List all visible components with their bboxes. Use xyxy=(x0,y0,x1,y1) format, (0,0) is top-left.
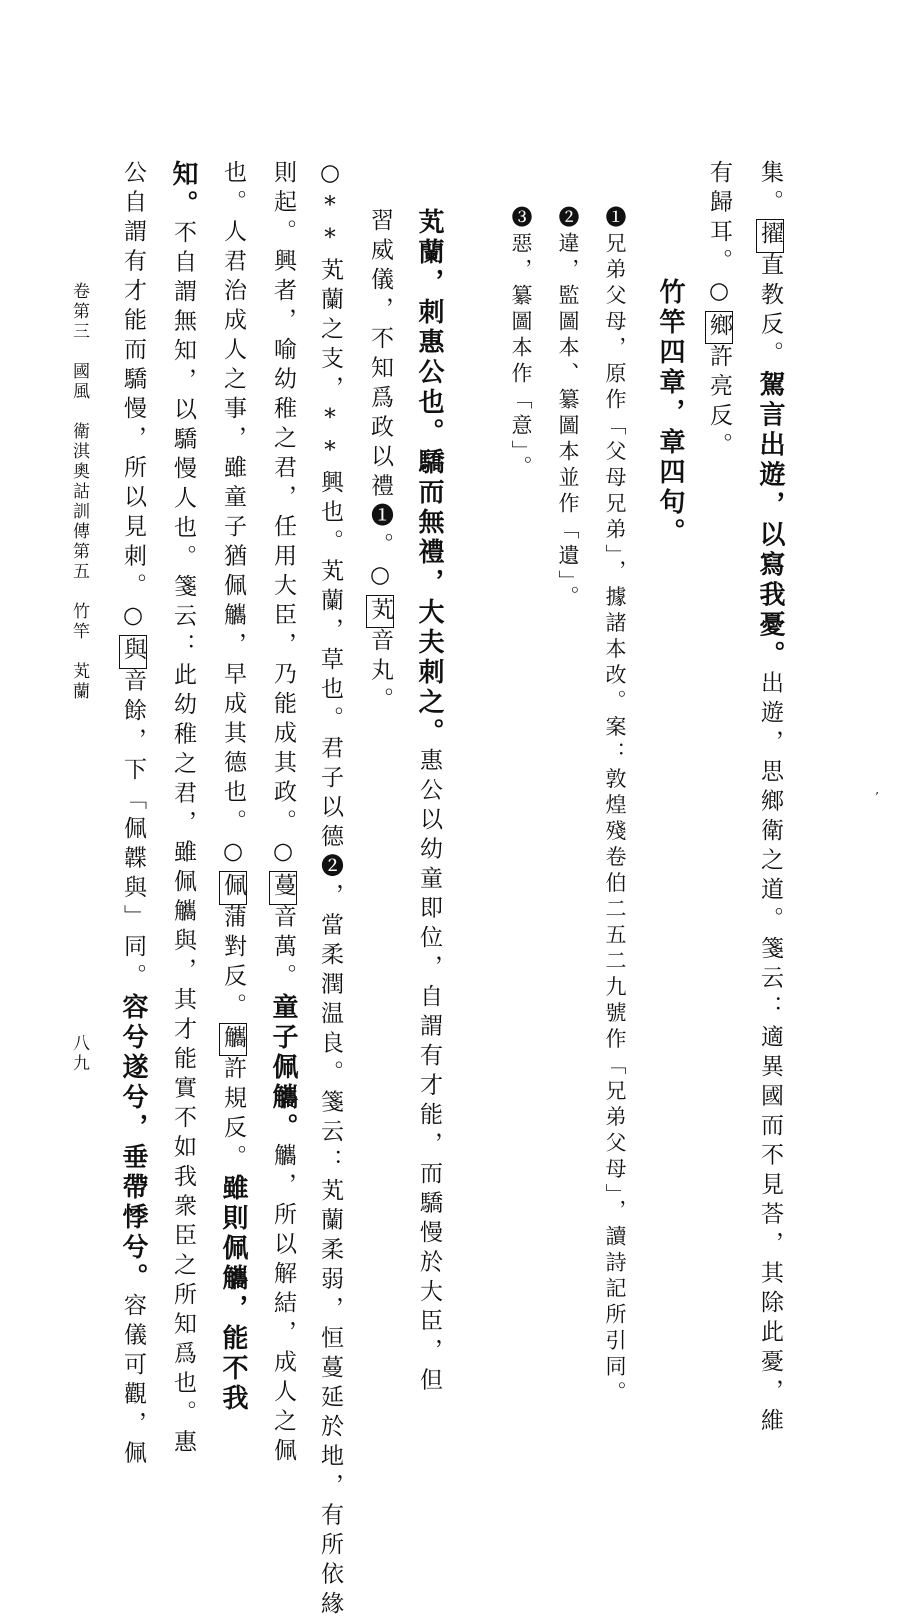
boxed-character: 蔓 xyxy=(270,873,296,903)
main-text: 竹竿四章，章四句。 xyxy=(655,278,685,548)
boxed-character: 與 xyxy=(120,637,146,667)
collation-note-1 xyxy=(604,206,625,1407)
commentary-text: ❸惡，纂圖本作「意」。 xyxy=(509,206,533,482)
commentary-text: 音丸。 xyxy=(367,628,393,717)
text-column-12 xyxy=(170,160,196,1459)
commentary-text: 音萬。 xyxy=(270,904,296,993)
commentary-text: 許亮反。 xyxy=(706,344,732,462)
text-column-8 xyxy=(368,208,391,717)
text-column-11 xyxy=(220,160,246,1414)
text-column-2 xyxy=(707,160,730,462)
commentary-text: 也。人君治成人之事，雖童子猶佩觿，早成其德也。○ xyxy=(220,160,246,871)
chapter-summary xyxy=(655,278,684,548)
commentary-text: ❶兄弟父母，原作「父母兄弟」，據諸本改。案：敦煌殘卷伯二五二九號作「兄弟父母」，讀詩記所引同。 xyxy=(603,206,627,1407)
commentary-text: 集。 xyxy=(757,160,783,219)
collation-note-2 xyxy=(557,206,578,612)
commentary-text: 直教反。 xyxy=(757,252,783,371)
main-text: 駕言出遊，以寫我憂。 xyxy=(755,370,785,671)
text-column-7 xyxy=(416,208,442,1397)
boxed-character: 觿 xyxy=(220,1024,246,1054)
text-column-1 xyxy=(757,160,783,1438)
commentary-text: 習威儀，不知爲政以禮❶。○ xyxy=(367,208,393,595)
boxed-character: 芄 xyxy=(367,596,393,626)
commentary-text: 興也。芄蘭，草也。君子以德❷，當柔潤温良。箋云：芄蘭柔弱，恒蔓延於地，有所依緣 xyxy=(317,470,343,1621)
commentary-text: ○**芄蘭之支，** xyxy=(317,160,343,470)
text-column-10 xyxy=(270,160,296,1468)
commentary-text: 容儀可觀，佩 xyxy=(120,1293,146,1470)
running-head: 卷第三 國風 衛淇奧詁訓傳第五 竹竿 芄蘭 xyxy=(69,282,89,702)
boxed-character: 擢 xyxy=(757,221,783,251)
collation-note-3 xyxy=(510,206,531,482)
commentary-text: 許規反。 xyxy=(220,1056,246,1174)
text-column-9 xyxy=(318,160,341,1621)
commentary-text: 則起。興者，喻幼稚之君，任用大臣，乃能成其政。○ xyxy=(270,160,296,871)
main-text: 芄蘭，刺惠公也。驕而無禮，大夫刺之。 xyxy=(414,208,444,748)
commentary-text: 觿，所以解結，成人之佩 xyxy=(270,1143,296,1468)
boxed-character: 佩 xyxy=(220,873,246,903)
boxed-character: 鄉 xyxy=(706,312,732,342)
main-text: 雖則佩觿，能不我 xyxy=(218,1174,248,1414)
commentary-text: 出遊，思鄉衛之道。箋云：適異國而不見荅，其除此憂，維 xyxy=(757,670,783,1438)
commentary-text: 蒲對反。 xyxy=(220,904,246,1023)
commentary-text: 惠 xyxy=(170,1429,196,1459)
commentary-text: 有歸耳。○ xyxy=(706,160,732,311)
commentary-text: 公自謂有才能而驕慢，所以見刺。○ xyxy=(120,160,146,635)
commentary-text: 不自謂無知，以驕慢人也。箋云：此幼稚之君，雖佩觿與，其才能實不如我衆臣之所知爲也。 xyxy=(170,220,196,1430)
main-text: 知。 xyxy=(168,160,198,220)
main-text: 容兮遂兮，垂帶悸兮。 xyxy=(118,993,148,1293)
commentary-text: 惠公以幼童即位，自謂有才能，而驕慢於大臣，但 xyxy=(416,748,442,1397)
commentary-text: 音餘，下「佩韘與」同。 xyxy=(120,668,146,993)
page-number: 八九 xyxy=(69,1034,89,1074)
main-text: 童子佩觿。 xyxy=(268,993,298,1143)
text-column-13 xyxy=(120,160,146,1470)
stray-mark: ’ xyxy=(875,790,879,804)
commentary-text: ❷違，監圖本、纂圖本並作「遺」。 xyxy=(556,206,580,612)
